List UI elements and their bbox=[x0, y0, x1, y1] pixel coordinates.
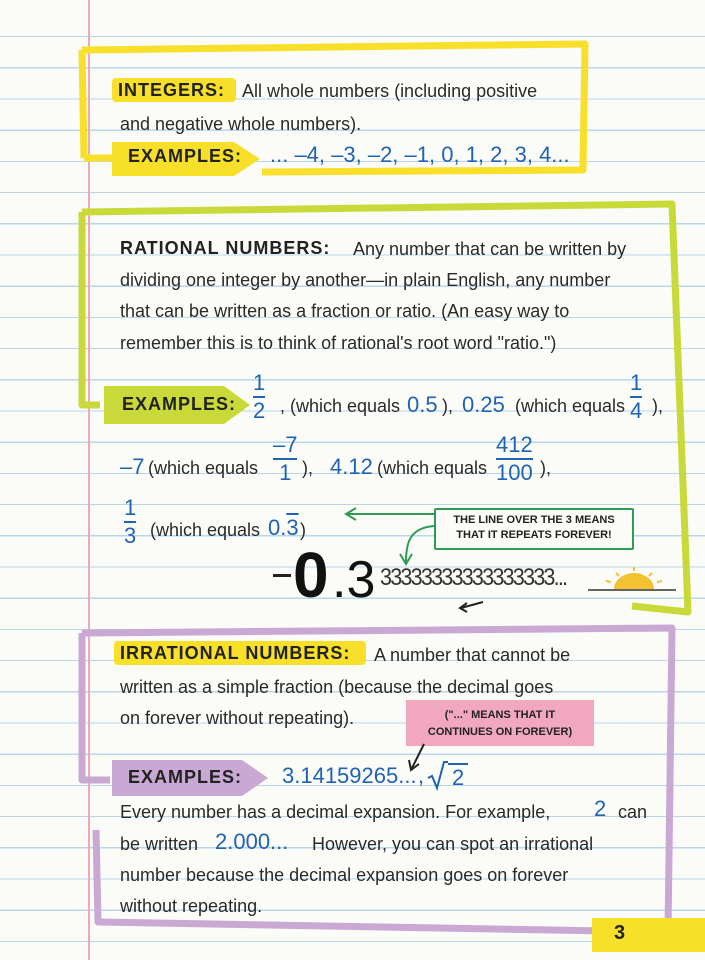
square-root-icon bbox=[426, 760, 448, 792]
big-dash bbox=[273, 574, 291, 577]
rational-ex1-close: ), bbox=[442, 396, 453, 416]
irrational-body-two: 2 bbox=[594, 796, 607, 821]
fraction-numerator: 1 bbox=[124, 495, 137, 520]
rational-ex2-close: ), bbox=[652, 396, 663, 416]
fraction-numerator: 1 bbox=[253, 370, 266, 395]
rational-ex2-text: (which equals bbox=[515, 396, 626, 416]
irrational-body-line1b: can bbox=[618, 802, 648, 822]
fraction-denominator: 1 bbox=[279, 460, 292, 485]
rational-definition-line1: Any number that can be written by bbox=[353, 239, 627, 259]
fraction-numerator: 1 bbox=[630, 370, 643, 395]
fraction-412-over-100 bbox=[496, 433, 533, 485]
rational-definition-line2: dividing one integer by another—in plain English, any number bbox=[120, 270, 611, 290]
fraction-numerator: –7 bbox=[273, 432, 298, 457]
rational-definition-line4: remember this is to think of rational's root word "ratio.") bbox=[120, 333, 557, 353]
irrational-definition-line1: A number that cannot be bbox=[374, 645, 571, 665]
irrational-definition-line2: written as a simple fraction (because the decimal goes bbox=[120, 677, 554, 697]
rational-ex3-value: –7 bbox=[120, 454, 145, 479]
fraction-one-third bbox=[124, 496, 136, 548]
irrational-ex-sqrt-value: 2 bbox=[448, 763, 468, 791]
notebook-margin-line bbox=[88, 0, 90, 960]
small-arrow-icon bbox=[455, 598, 485, 614]
irrational-body-line2b: However, you can spot an irrational bbox=[312, 834, 594, 854]
repeat-note-line2: THAT IT REPEATS FOREVER! bbox=[456, 529, 612, 541]
rational-definition-line3: that can be written as a fraction or ratio. (An easy way to bbox=[120, 301, 570, 321]
rational-ex4-text: (which equals bbox=[377, 458, 488, 478]
integers-examples-label: EXAMPLES: bbox=[128, 146, 243, 166]
fraction-denominator: 2 bbox=[253, 398, 266, 423]
page-number: 3 bbox=[614, 922, 626, 944]
repeat-note-line1: THE LINE OVER THE 3 MEANS bbox=[453, 514, 615, 526]
fraction-denominator: 4 bbox=[630, 398, 643, 423]
fraction-one-quarter bbox=[630, 371, 642, 423]
rational-ex4-close: ), bbox=[540, 458, 551, 478]
fraction-denominator: 3 bbox=[124, 523, 137, 548]
integers-definition-line1: All whole numbers (including positive bbox=[242, 81, 538, 101]
rational-ex3-close: ), bbox=[302, 458, 313, 478]
fraction-numerator: 412 bbox=[496, 432, 533, 457]
irrational-examples-label: EXAMPLES: bbox=[128, 767, 243, 787]
forever-note-line1: ("..." MEANS THAT IT bbox=[444, 709, 556, 721]
fraction-negative-seven-over-one bbox=[273, 433, 297, 485]
repeating-digit: 3 bbox=[286, 515, 299, 540]
integers-definition-line2: and negative whole numbers). bbox=[120, 114, 362, 134]
irrational-ex-separator: , bbox=[418, 763, 425, 788]
integers-examples-values: ... –4, –3, –2, –1, 0, 1, 2, 3, 4... bbox=[270, 142, 570, 167]
fraction-one-half bbox=[253, 371, 265, 423]
sunset-icon bbox=[588, 565, 676, 595]
irrational-body-line4: without repeating. bbox=[120, 896, 263, 916]
repeating-threes: 33333333333333333... bbox=[380, 564, 567, 591]
rational-term: RATIONAL NUMBERS: bbox=[120, 238, 331, 258]
integers-term: INTEGERS: bbox=[118, 80, 226, 100]
rational-ex5-text: (which equals bbox=[150, 520, 261, 540]
rational-ex1-text: , (which equals bbox=[280, 396, 401, 416]
big-dot-three: .3 bbox=[332, 551, 376, 609]
rational-ex1-value: 0.5 bbox=[407, 392, 438, 417]
irrational-term: IRRATIONAL NUMBERS: bbox=[120, 643, 351, 663]
rational-ex5-close: ) bbox=[300, 520, 306, 540]
irrational-body-line3: number because the decimal expansion goes on forever bbox=[120, 865, 569, 885]
rational-ex4-value: 4.12 bbox=[330, 454, 373, 479]
irrational-body-line2a: be written bbox=[120, 834, 199, 854]
irrational-body-line1a: Every number has a decimal expansion. For example, bbox=[120, 802, 551, 822]
big-zero: 0 bbox=[293, 539, 329, 611]
rational-ex2-value: 0.25 bbox=[462, 392, 505, 417]
forever-note-line2: CONTINUES ON FOREVER) bbox=[427, 726, 573, 738]
irrational-definition-line3: on forever without repeating). bbox=[120, 708, 355, 728]
irrational-body-two-decimal: 2.000... bbox=[215, 829, 289, 854]
rational-ex3-text: (which equals bbox=[148, 458, 259, 478]
rational-ex5-value bbox=[268, 515, 299, 541]
fraction-denominator: 100 bbox=[496, 460, 533, 485]
repeating-decimal-prefix: 0. bbox=[268, 515, 287, 540]
irrational-ex-pi: 3.14159265... bbox=[282, 763, 417, 788]
rational-examples-label: EXAMPLES: bbox=[122, 394, 237, 414]
page-number-tab bbox=[592, 918, 705, 952]
